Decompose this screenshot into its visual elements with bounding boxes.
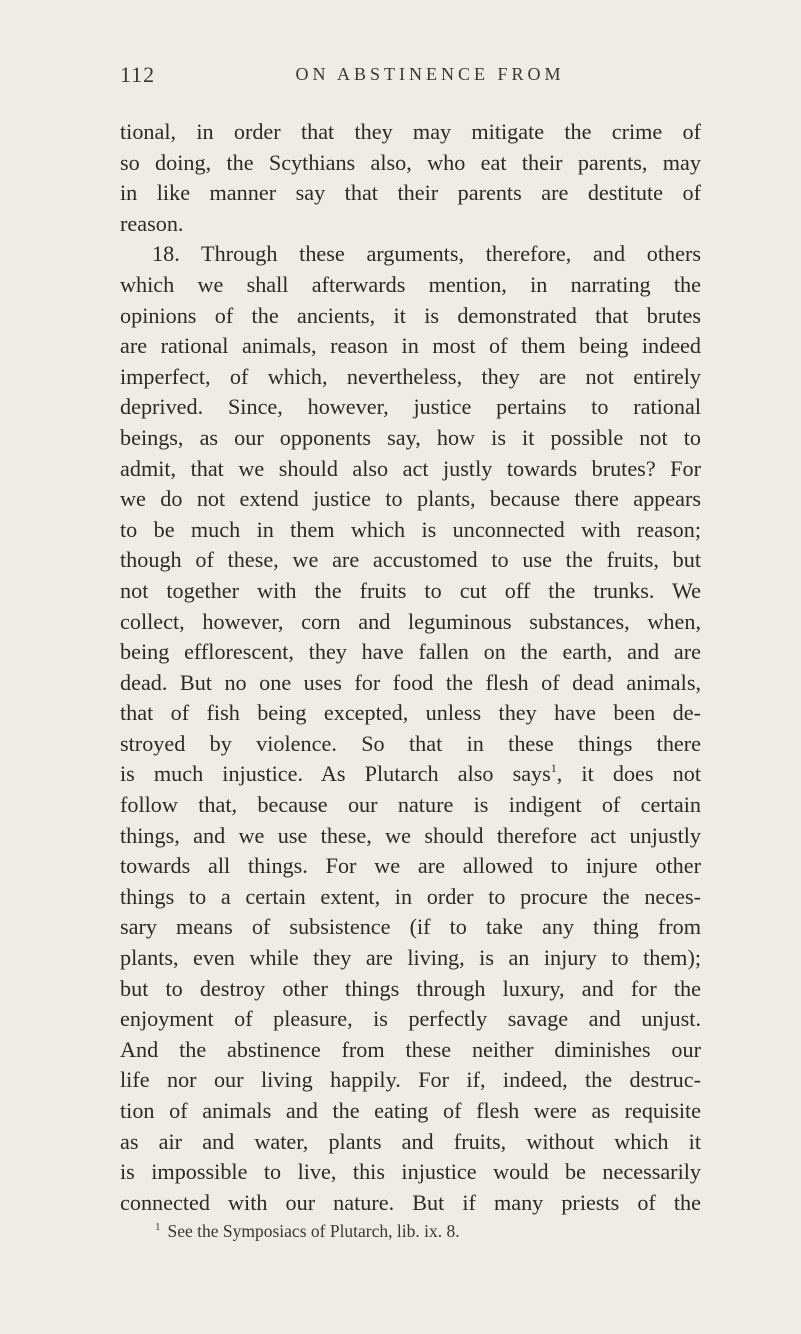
footnote-reference: 1 [550, 761, 557, 776]
line-head: is much injustice. As Plutarch also says [120, 761, 551, 787]
text-line: things, and we use these, we should therefore act unjustly [120, 822, 701, 848]
text-line: plants, even while they are living, is an injury to them); [120, 945, 701, 971]
text-line: are rational animals, reason in most of them being indeed [120, 333, 701, 359]
text-line: admit, that we should also act justly towards brutes? For [120, 455, 701, 481]
text-line: connected with our nature. But if many priests of the [120, 1189, 701, 1215]
text-line: tion of animals and the eating of flesh were as requisite [120, 1098, 701, 1123]
text-line: stroyed by violence. So that in these things there [120, 730, 701, 756]
text-line: collect, however, corn and leguminous substances, when, [120, 608, 701, 634]
text-line: opinions of the ancients, it is demonstrated that brutes [120, 302, 701, 328]
text-line: as air and water, plants and fruits, without which it [120, 1128, 701, 1154]
running-title: ON ABSTINENCE FROM [295, 64, 565, 84]
text-line: follow that, because our nature is indigent of certain [120, 792, 701, 818]
text-line: tional, in order that they may mitigate the crime of [120, 119, 701, 144]
body-text [120, 117, 701, 1218]
text-line: And the abstinence from these neither diminishes our [120, 1036, 701, 1062]
text-line: to be much in them which is unconnected with reason; [120, 516, 701, 542]
text-line: imperfect, of which, nevertheless, they are not entirely [120, 363, 701, 389]
text-line: is impossible to live, this injustice would be necessarily [120, 1159, 701, 1185]
text-line: dead. But no one uses for food the flesh of dead animals, [120, 669, 701, 695]
text-line: things to a certain extent, in order to procure the neces- [120, 883, 701, 909]
text-line: in like manner say that their parents are destitute of [120, 180, 701, 206]
text-line: reason. [120, 210, 184, 236]
text-line: so doing, the Scythians also, who eat their parents, may [120, 149, 701, 175]
text-line: though of these, we are accustomed to use the fruits, but [120, 547, 701, 573]
running-head [120, 62, 700, 92]
page-number: 112 [120, 62, 156, 87]
text-line: enjoyment of pleasure, is perfectly savage and unjust. [120, 1006, 701, 1032]
text-line: not together with the fruits to cut off the trunks. We [120, 577, 701, 603]
line-tail: , it does not [556, 761, 701, 787]
text-line: towards all things. For we are allowed to injure other [120, 853, 701, 879]
text-line: that of fish being excepted, unless they have been de- [120, 700, 701, 726]
text-line: we do not extend justice to plants, because there appears [120, 486, 701, 512]
text-line-with-footnote-ref [120, 759, 701, 790]
text-line: being efflorescent, they have fallen on the earth, and are [120, 639, 701, 665]
footnote [155, 1221, 460, 1242]
text-line: 18. Through these arguments, therefore, and others [152, 241, 701, 267]
footnote-text: See the Symposiacs of Plutarch, lib. ix. 8. [167, 1221, 460, 1241]
text-line: beings, as our opponents say, how is it possible not to [120, 424, 701, 450]
footnote-marker: 1 [155, 1221, 161, 1233]
text-line: deprived. Since, however, justice pertains to rational [120, 394, 701, 420]
text-line: which we shall afterwards mention, in narrating the [120, 271, 701, 297]
text-line: but to destroy other things through luxury, and for the [120, 975, 701, 1001]
text-line: life nor our living happily. For if, indeed, the destruc- [120, 1067, 701, 1093]
text-line: sary means of subsistence (if to take any thing from [120, 914, 701, 940]
